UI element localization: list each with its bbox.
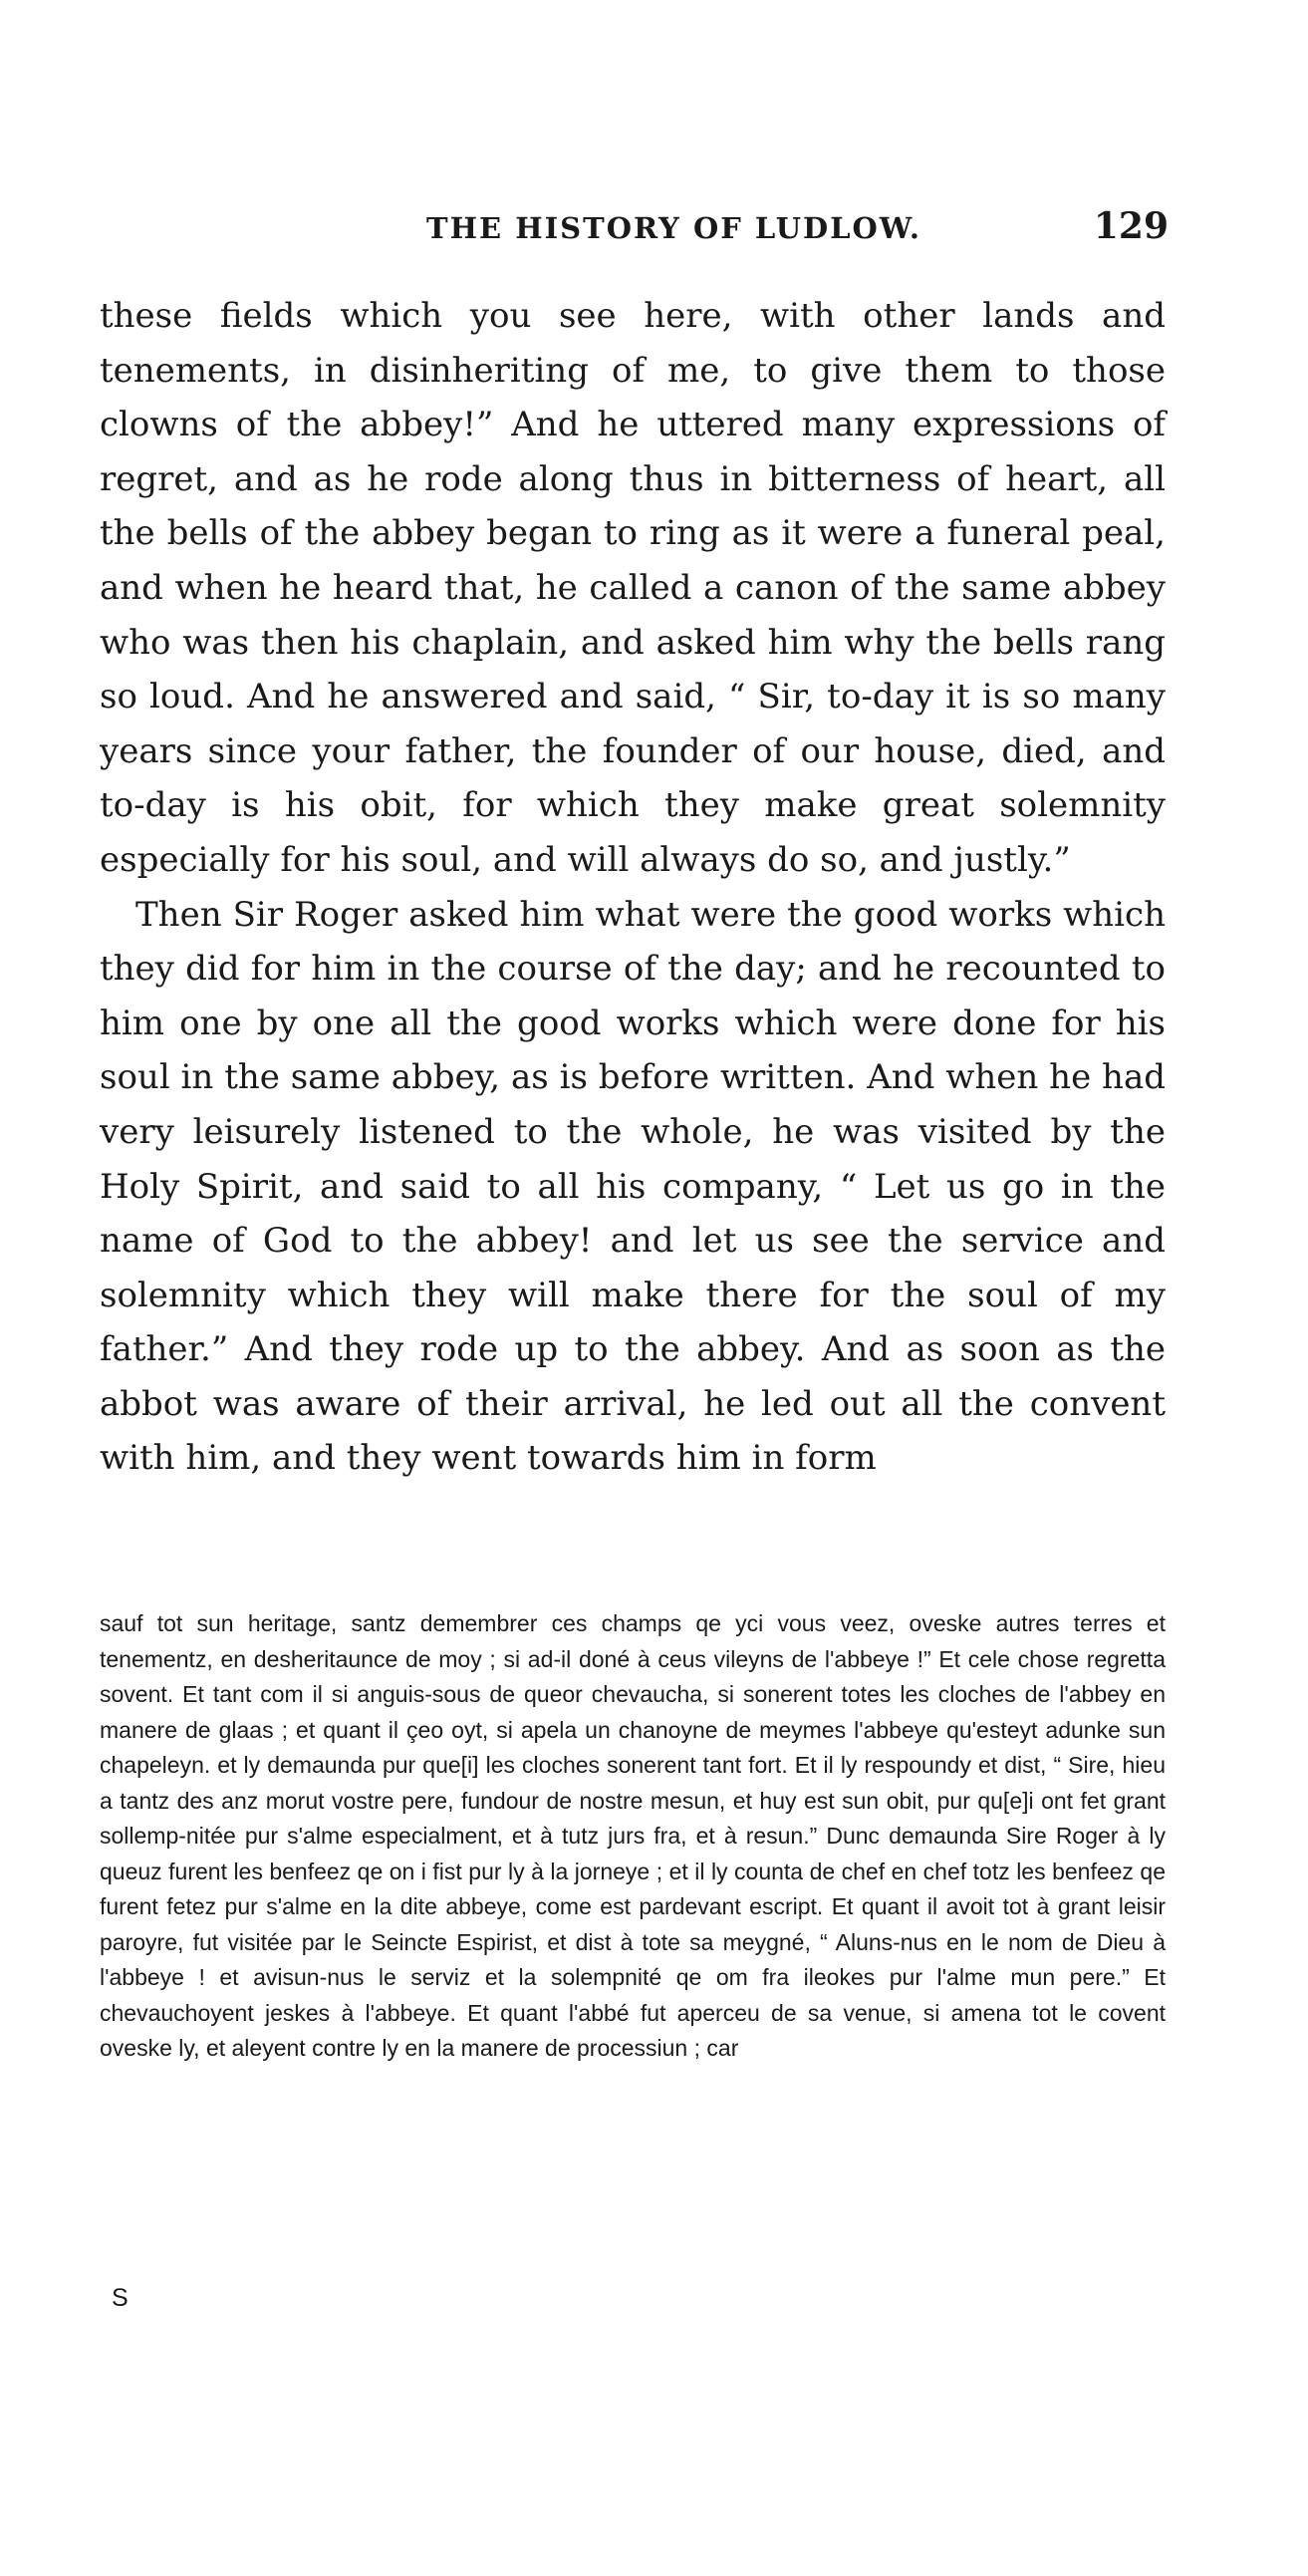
- signature-mark: S: [112, 2284, 129, 2312]
- running-title: THE HISTORY OF LUDLOW.: [426, 211, 921, 245]
- page-number: 129: [1093, 205, 1169, 247]
- running-head: [100, 205, 1208, 261]
- main-paragraph: these fields which you see here, with other lands and tenements, in disinheriting of me, to give them to those clowns of the abbey!” And he uttered many expressions of regret, and as he rode along thus in bitterness of heart, all the bells of the abbey began to ring as it were a funeral peal, and when he heard that, he called a canon of the same abbey who was then his chaplain, and asked him why the bells rang so loud. And he answered and said, “ Sir, to-day it is so many years since your father, the founder of our house, died, and to-day is his obit, for which they make great solemnity especially for his soul, and will always do so, and justly.”: [100, 296, 1166, 880]
- main-paragraph: Then Sir Roger asked him what were the good works which they did for him in the course of the day; and he recounted to him one by one all the good works which were done for his soul in the same abbey, as is before written. And when he had very leisurely listened to the whole, he was visited by the Holy Spirit, and said to all his company, “ Let us go in the name of God to the abbey! and let us see the service and solemnity which they will make there for the soul of my father.” And they rode up to the abbey. And as soon as the abbot was aware of their arrival, he led out all the convent with him, and they went towards him in form: [100, 894, 1166, 1479]
- main-text: [100, 289, 1166, 1486]
- footnote-text: sauf tot sun heritage, santz demembrer ces champs qe yci vous veez, oveske autres terres et tenementz, en desheritaunce de moy ; si ad-il doné à ceus vileyns de l'abbeye !” Et cele chose regretta sovent. Et tant com il si anguis-sous de queor chevaucha, si sonerent totes les cloches de l'abbey en manere de glaas ; et quant il çeo oyt, si apela un chanoyne de meymes l'abbeye qu'esteyt adunke sun chapeleyn. et ly demaunda pur que[i] les cloches sonerent tant fort. Et il ly respoundy et dist, “ Sire, hieu a tantz des anz morut vostre pere, fundour de nostre mesun, et huy est sun obit, pur qu[e]i ont fet grant sollemp-nitée pur s'alme especialment, et à tutz jurs fra, et à resun.” Dunc demaunda Sire Roger à ly queuz furent les benfeez qe on i fist pur ly à la jorneye ; et il ly counta de chef en chef totz les benfeez qe furent fetez pur s'alme en la dite abbeye, come est pardevant escript. Et quant il avoit tot à grant leisir paroyre, fut visitée par le Seincte Espirist, et dist à tote sa meygné, “ Aluns-nus en le nom de Dieu à l'abbeye ! et avisun-nus le serviz et la solempnité qe om fra ileokes pur l'alme mun pere.” Et chevauchoyent jeskes à l'abbeye. Et quant l'abbé fut aperceu de sa venue, si amena tot le covent oveske ly, et aleyent contre ly en la manere de processiun ; car: [100, 1610, 1166, 2061]
